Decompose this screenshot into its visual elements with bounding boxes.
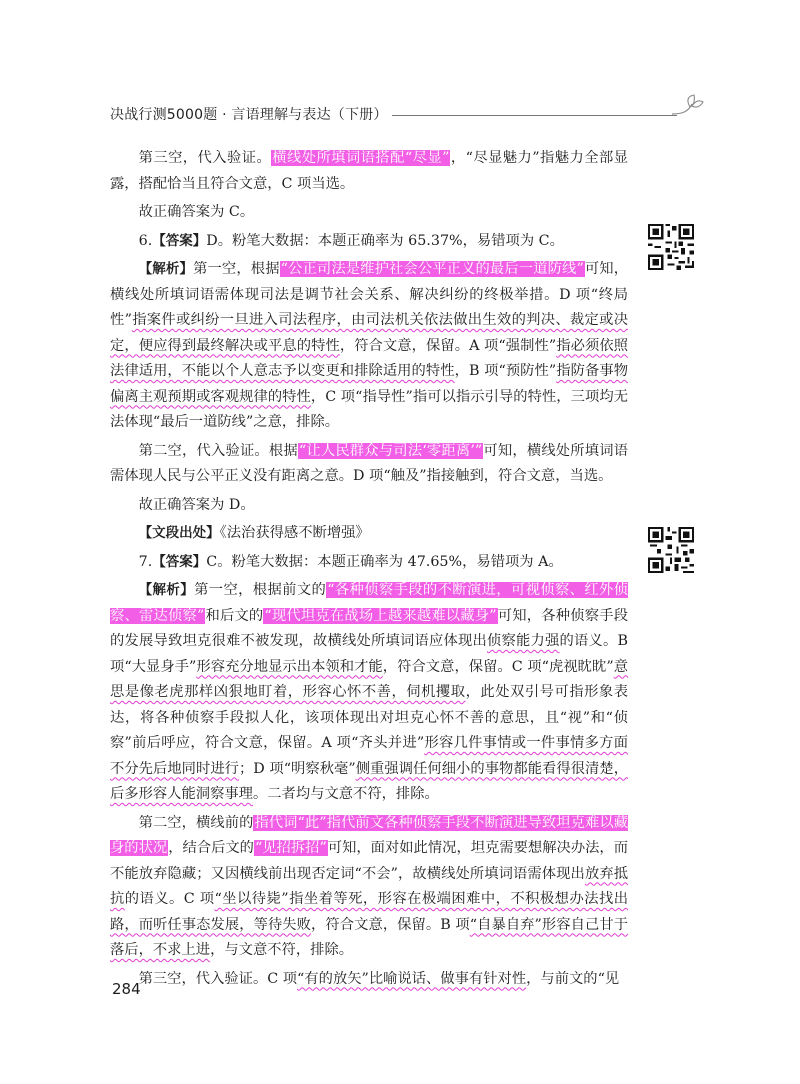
answer-tag: 【答案】	[152, 232, 207, 249]
text-span: ，与文意不符，排除。	[210, 942, 354, 958]
q7-analysis-blank3	[110, 967, 628, 993]
text-span: 可知，面对如此情况，坦克需要想解决办法，而不能放弃隐藏；又因横线前出现否定词“不会”，故横线处所填词语需体现出	[110, 840, 629, 882]
paragraph-final-answer-q5: 故正确答案为 C。	[138, 204, 255, 220]
book-title: 决战行测5000题 · 言语理解与表达（下册）	[110, 107, 388, 123]
text-span: ，结合后文的	[168, 840, 254, 856]
wavy-underline: 放弃抵抗	[110, 865, 628, 907]
q7-answer-line	[110, 550, 628, 576]
wavy-underline: 意思是像老虎那样凶狠地盯着，形容心怀不善，伺机攫取	[110, 658, 629, 700]
answer-text: C。粉笔大数据：本题正确率为 47.65%，易错项为 A。	[206, 553, 563, 570]
text-span: 第二空，横线前的	[138, 814, 254, 831]
page-header	[110, 104, 690, 126]
highlight: “让人民群众与司法‘零距离’”	[298, 442, 483, 459]
text-span: 的语义。C 项	[124, 891, 215, 907]
answer-tag: 【答案】	[152, 553, 207, 570]
text-span: 第二空，代入验证。根据	[138, 442, 298, 459]
q6-source-line	[110, 521, 628, 547]
wavy-underline: 指必须依照法律适用，不能以个人意志予以变更和排除适用的特性	[110, 337, 629, 379]
highlight: 横线处所填词语搭配“尽显”	[272, 150, 450, 166]
header-rule	[392, 115, 677, 116]
paragraph-blank3-q5	[110, 146, 628, 197]
q6-analysis-blank1	[110, 257, 628, 436]
q6-answer-line	[110, 229, 628, 255]
qr-code-graphic	[648, 527, 694, 573]
qr-code-icon[interactable]	[648, 224, 694, 270]
text-span: 第一空，根据前文的	[194, 582, 327, 598]
analysis-tag: 【解析】	[138, 582, 195, 598]
wavy-underline: “有的放矢”比喻说话、做事有针对性	[297, 970, 527, 987]
wavy-underline: “坐以待毙”指坐着等死，形容在极端困难中，不积极想办法找出路，而听任事态发展，等待失败	[110, 891, 629, 933]
highlight: “公正司法是维护社会公平正义的最后一道防线”	[280, 261, 584, 277]
wavy-underline: 侦察能力强	[487, 633, 560, 649]
text-span: 可知，横线处所填词语需体现司法是调节社会关系、解决纠纷的终极举措。D 项“终局性”	[110, 261, 629, 328]
text-span: 可知，横线处所填词语需体现人民与公平正义没有距离之意。D 项“触及”指接触到，符合文意，当选。	[110, 442, 629, 484]
wavy-underline: 指案件或纠纷一旦进入司法程序，由司法机关依法做出生效的判决、裁定或决定，便应得到最终解决或平息的特性	[110, 312, 628, 354]
text-span: ，C 项“指导性”指可以指示引导的特性，三项均无法体现“最后一道防线”之意，排除。	[110, 388, 628, 430]
highlight: “各种侦察手段的不断演进，可视侦察、红外侦察、雷达侦察”	[110, 582, 628, 624]
text-span: ，符合文意，保留。A 项“强制性”	[339, 337, 557, 354]
wavy-underline: 形容几件事情或一件事情多方面不分先后地同时进行	[110, 735, 629, 777]
text-span: 第一空，根据	[193, 261, 280, 277]
text-span: ，符合文意，保留。B 项	[311, 916, 470, 933]
leaf-sprout-icon	[670, 94, 704, 116]
source-text: 《法治获得感不断增强》	[219, 525, 370, 541]
highlight: “见招拆招”	[254, 840, 327, 856]
q7-analysis-blank1	[110, 578, 628, 808]
wavy-underline: “自暴自弃”形容自己甘于落后，不求上进	[110, 916, 628, 958]
highlight: 指代词“此”指代前文各种侦察手段不断演进导致坦克难以藏身的状况	[110, 814, 628, 856]
text-span: 第三空，代入验证。	[138, 150, 272, 166]
wavy-underline: 侧重强调任何细小的事物都能看得很清楚，后多形容人能洞察事理	[110, 760, 629, 802]
text-span: ；D 项“明察秋毫”	[239, 760, 356, 777]
text-span: 。二者均与文意不符，排除。	[252, 786, 439, 802]
text-span: ，与前文的“见	[526, 970, 620, 987]
analysis-tag: 【解析】	[138, 261, 194, 277]
page-content	[110, 146, 628, 992]
page-number: 284	[112, 980, 141, 998]
qr-code-icon[interactable]	[648, 527, 694, 573]
text-span: ，B 项“预防性”	[454, 363, 557, 379]
wavy-underline: 形容充分地显示出本领和才能	[196, 658, 383, 675]
wavy-underline: 指防备事物偏离主观预期或客观规律的特性	[110, 363, 629, 405]
text-span: ，符合文意，保留。C 项“虎视眈眈”	[382, 658, 614, 675]
q6-final-answer: 故正确答案为 D。	[138, 496, 255, 513]
q6-analysis-blank2	[110, 439, 628, 490]
answer-text: D。粉笔大数据：本题正确率为 65.37%，易错项为 C。	[206, 232, 564, 249]
source-tag: 【文段出处】	[138, 525, 220, 541]
question-number: 7.	[138, 553, 153, 570]
qr-code-graphic	[648, 224, 694, 270]
text-span: ，“尽显魅力”指魅力全部显露，搭配恰当且符合文意，C 项当选。	[110, 150, 629, 192]
text-span: 第三空，代入验证。C 项	[138, 970, 298, 987]
text-span: ，此处双引号可指形象表达，将各种侦察手段拟人化，该项体现出对坦克心怀不善的意思，且“视”和“侦察”前后呼应，符合文意，保留。A 项“齐头并进”	[110, 684, 629, 751]
highlight: “现代坦克在战场上越来越难以藏身”	[264, 607, 497, 624]
text-span: 和后文的	[205, 607, 264, 624]
q7-analysis-blank2	[110, 811, 628, 964]
text-span: 的语义。B 项“大显身手”	[110, 633, 629, 675]
text-span: 可知，各种侦察手段的发展导致坦克很难不被发现，故横线处所填词语应体现出	[110, 607, 629, 649]
question-number: 6.	[138, 232, 153, 249]
